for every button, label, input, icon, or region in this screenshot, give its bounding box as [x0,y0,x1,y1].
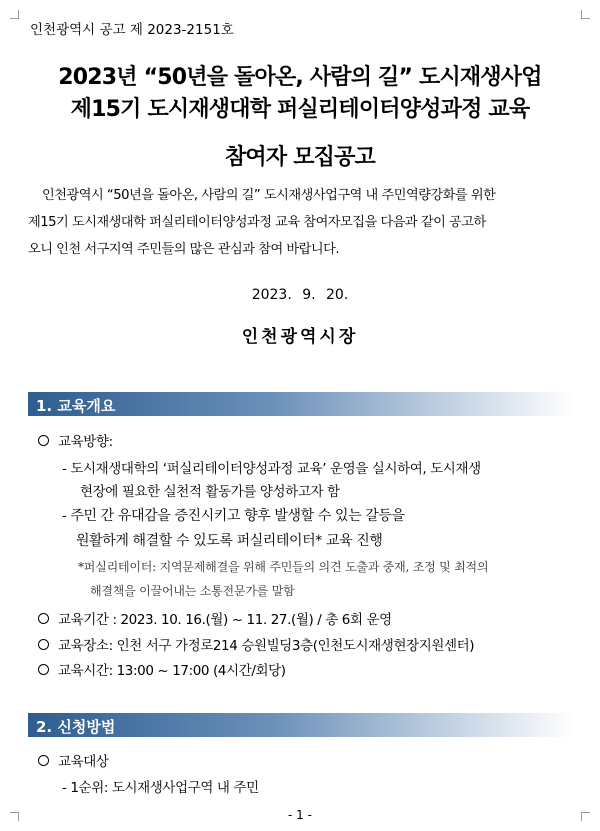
period-text: 교육기간 : 2023. 10. 16.(월) ~ 11. 27.(월) / 총 6회 운영 [58,612,392,628]
section-2-title: 2. 신청방법 [36,718,116,736]
notice-number: 인천광역시 공고 제 2023-2151호 [30,22,234,38]
section-1-title: 1. 교육개요 [36,397,116,415]
facilitator-note-line-1: *퍼실리테이터: 지역문제해결을 위해 주민들의 의견 도출과 중재, 조정 및 최적의 [78,560,489,574]
issuer-name: 인천광역시장 [241,327,359,347]
period-item [38,608,392,628]
circle-bullet-icon [38,755,49,766]
crop-mark-top-right [581,10,590,19]
direction-dash-1-line-1: - 도시재생대학의 ‘퍼실리테이터양성과정 교육’ 운영을 실시하여, 도시재생 [62,461,481,477]
time-item [38,659,286,679]
intro-line-3: 오니 인천 서구지역 주민들의 많은 관심과 참여 바랍니다. [28,242,340,257]
target-item [38,750,109,770]
circle-bullet-icon [38,435,49,446]
section-2-header [28,713,574,737]
target-label: 교육대상 [58,754,109,770]
direction-dash-2-line-2: 원활하게 해결할 수 있도록 퍼실리테이터* 교육 진행 [76,533,383,549]
page-number: - 1 - [288,808,312,822]
intro-line-1: 인천광역시 “50년을 돌아온, 사람의 길” 도시재생사업구역 내 주민역량강화를 위한 [42,188,496,203]
crop-mark-top-left [10,10,19,19]
intro-line-2: 제15기 도시재생대학 퍼실리테이터양성과정 교육 참여자모집을 다음과 같이 공고하 [28,215,486,230]
priority-1-text: - 1순위: 도시재생사업구역 내 주민 [62,780,259,796]
announcement-date: 2023. 9. 20. [251,287,349,303]
facilitator-note-line-2: 해결책을 이끌어내는 소통전문가를 말함 [90,584,295,598]
direction-dash-2-line-1: - 주민 간 유대감을 증진시키고 향후 발생할 수 있는 갈등을 [62,508,405,524]
title-line-1: 2023년 “50년을 돌아온, 사람의 길” 도시재생사업 [58,65,542,90]
title-line-3: 참여자 모집공고 [224,145,376,170]
direction-dash-1-line-2: 현장에 필요한 실천적 활동가를 양성하고자 함 [80,484,340,500]
location-text: 교육장소: 인천 서구 가정로214 승원빌딩3층(인천도시재생현장지원센터) [58,638,475,654]
circle-bullet-icon [38,639,49,650]
direction-item [38,430,113,450]
time-text: 교육시간: 13:00 ~ 17:00 (4시간/회당) [58,663,286,679]
section-1-header [28,392,574,416]
circle-bullet-icon [38,613,49,624]
title-line-2: 제15기 도시재생대학 퍼실리테이터양성과정 교육 [70,97,530,122]
circle-bullet-icon [38,664,49,675]
location-item [38,634,474,654]
intro-paragraph [28,182,580,263]
direction-label: 교육방향: [58,434,113,450]
